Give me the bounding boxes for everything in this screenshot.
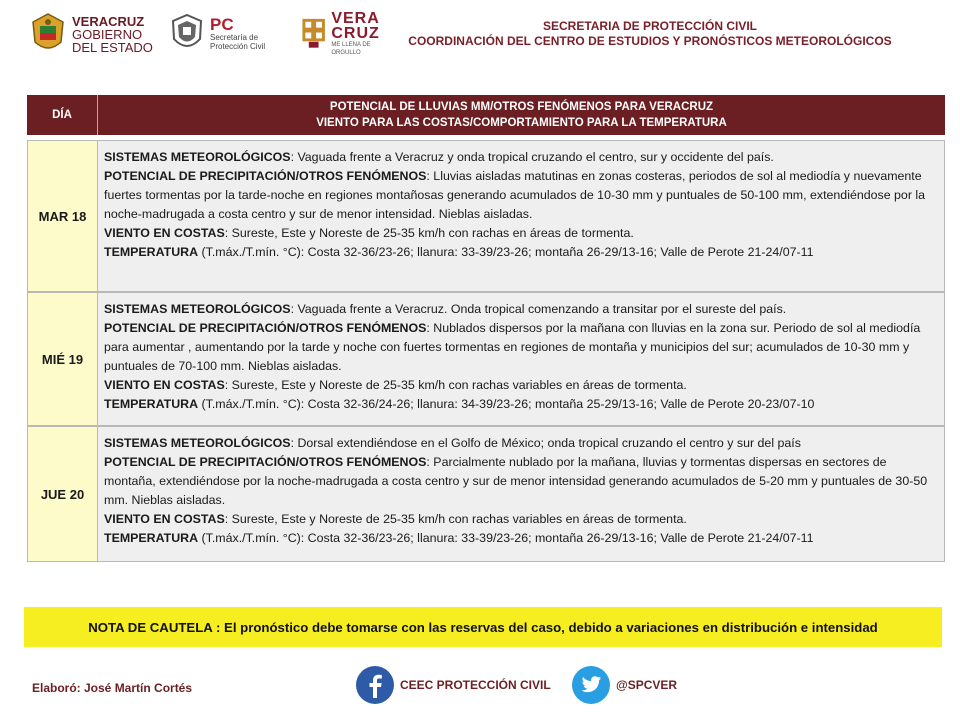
sistemas-line (104, 434, 938, 453)
veracruz-knot-icon (300, 16, 327, 52)
column-header-topic-line1: POTENCIAL DE LLUVIAS MM/OTROS FENÓMENOS PARA VERACRUZ (329, 101, 714, 113)
header-titles (400, 19, 900, 49)
potencial-text: : Parcialmente nublado por la mañana, lluvias y tormentas dispersas en sectores de montaña, extendiéndose por la noche-madrugada a costa centro y sur de menor intensidad generando acumulados de 5-20 mm y puntuales de 30-50 mm. Nieblas aisladas. (104, 455, 928, 507)
column-header-topic (98, 99, 945, 131)
viento-label: VIENTO EN COSTAS (104, 512, 225, 526)
day-cell: MIÉ 19 (28, 293, 98, 425)
header-title-2: COORDINACIÓN DEL CENTRO DE ESTUDIOS Y PRONÓSTICOS METEOROLÓGICOS (408, 34, 892, 48)
sistemas-label: SISTEMAS METEOROLÓGICOS (104, 150, 291, 164)
table-row (27, 426, 945, 562)
potencial-label: POTENCIAL DE PRECIPITACIÓN/OTROS FENÓMENOS (104, 455, 427, 469)
logo-vc-slogan: ME LLENA DE ORGULLO (331, 42, 371, 56)
day-cell: JUE 20 (28, 427, 98, 561)
table-row (27, 140, 945, 292)
logo-vc-line1: VERA (331, 10, 380, 27)
veracruz-seal-icon (30, 12, 66, 56)
potencial-line (104, 319, 938, 376)
facebook-link[interactable] (356, 666, 551, 704)
veracruz-orgullo-logo (300, 8, 400, 60)
logo-pc-abbr: PC (210, 15, 234, 34)
potencial-label: POTENCIAL DE PRECIPITACIÓN/OTROS FENÓMENOS (104, 321, 427, 335)
temperatura-line (104, 243, 938, 262)
logo-pc-line1: Secretaría de (210, 33, 259, 42)
temperatura-label: TEMPERATURA (104, 245, 199, 259)
viento-text: : Sureste, Este y Noreste de 25-35 km/h con rachas variables en áreas de tormenta. (224, 378, 687, 392)
pc-shield-icon (170, 13, 204, 55)
logo-veracruz-line2: GOBIERNO (72, 26, 143, 42)
day-cell: MAR 18 (28, 141, 98, 291)
sistemas-text: : Vaguada frente a Veracruz y onda tropical cruzando el centro, sur y occidente del país. (290, 150, 774, 164)
viento-line (104, 224, 938, 243)
facebook-icon[interactable] (356, 666, 394, 704)
temperatura-text: (T.máx./T.mín. °C): Costa 32-36/24-26; llanura: 34-39/23-26; montaña 25-29/13-16; Valle de Perote 20-23/07-10 (198, 397, 815, 411)
temperatura-text: (T.máx./T.mín. °C): Costa 32-36/23-26; llanura: 33-39/23-26; montaña 26-29/13-16; Valle de Perote 21-24/07-11 (198, 531, 814, 545)
sistemas-text: : Vaguada frente a Veracruz. Onda tropical comenzando a transitar por el sureste del país. (290, 302, 787, 316)
potencial-line (104, 453, 938, 510)
forecast-table-header (27, 95, 945, 135)
gobierno-veracruz-logo (30, 10, 160, 58)
logo-veracruz-line3: DEL ESTADO (72, 39, 153, 55)
caution-note: NOTA DE CAUTELA : El pronóstico debe tomarse con las reservas del caso, debido a variaciones en distribución e intensidad (24, 607, 942, 647)
potencial-text: : Lluvias aisladas matutinas en zonas costeras, periodos de sol al mediodía y nuevamente fuertes tormentas por la tarde-noche en regiones montañosas generando acumulados de 10-30 mm y puntuales de 50-100 mm, extendiéndose por la noche-madrugada a costa centro y sur de menor intensidad. Nieblas aisladas. (104, 169, 926, 221)
viento-line (104, 376, 938, 395)
sistemas-text: : Dorsal extendiéndose en el Golfo de México; onda tropical cruzando el centro y sur del país (290, 436, 801, 450)
column-header-topic-line2: VIENTO PARA LAS COSTAS/COMPORTAMIENTO PARA LA TEMPERATURA (316, 117, 727, 129)
logo-veracruz-line1: VERACRUZ (72, 13, 145, 29)
author-credit: Elaboró: José Martín Cortés (32, 681, 193, 695)
temperatura-text: (T.máx./T.mín. °C): Costa 32-36/23-26; llanura: 33-39/23-26; montaña 26-29/13-16; Valle de Perote 21-24/07-11 (198, 245, 814, 259)
temperatura-line (104, 395, 938, 414)
viento-text: : Sureste, Este y Noreste de 25-35 km/h con rachas variables en áreas de tormenta. (224, 512, 687, 526)
temperatura-label: TEMPERATURA (104, 531, 199, 545)
viento-label: VIENTO EN COSTAS (104, 378, 225, 392)
proteccion-civil-logo (170, 12, 280, 56)
twitter-link[interactable] (572, 666, 677, 704)
viento-text: : Sureste, Este y Noreste de 25-35 km/h con rachas en áreas de tormenta. (224, 226, 634, 240)
viento-line (104, 510, 938, 529)
forecast-cell (98, 427, 944, 561)
forecast-cell (98, 141, 944, 291)
temperatura-label: TEMPERATURA (104, 397, 199, 411)
potencial-line (104, 167, 938, 224)
column-header-day: DÍA (27, 95, 98, 135)
twitter-icon[interactable] (572, 666, 610, 704)
twitter-label[interactable]: @SPCVER (616, 678, 678, 692)
potencial-label: POTENCIAL DE PRECIPITACIÓN/OTROS FENÓMENOS (104, 169, 427, 183)
sistemas-label: SISTEMAS METEOROLÓGICOS (104, 436, 291, 450)
page-header (0, 0, 960, 62)
potencial-text: : Nublados dispersos por la mañana con lluvias en la zona sur. Periodo de sol al mediodía para aumentar , aumentando por la tarde y noche con fuertes tormentas en regiones de montaña y municipios del sur; acumulados de 10-30 mm y puntuales de 70-100 mm. Nieblas aisladas. (104, 321, 921, 373)
forecast-cell (98, 293, 944, 425)
sistemas-line (104, 148, 938, 167)
logo-vc-line2: CRUZ (331, 25, 380, 42)
sistemas-line (104, 300, 938, 319)
temperatura-line (104, 529, 938, 548)
viento-label: VIENTO EN COSTAS (104, 226, 225, 240)
facebook-label[interactable]: CEEC PROTECCIÓN CIVIL (400, 678, 551, 692)
sistemas-label: SISTEMAS METEOROLÓGICOS (104, 302, 291, 316)
logo-pc-line2: Protección Civil (210, 42, 266, 51)
header-title-1: SECRETARIA DE PROTECCIÓN CIVIL (542, 19, 757, 33)
table-row (27, 292, 945, 426)
